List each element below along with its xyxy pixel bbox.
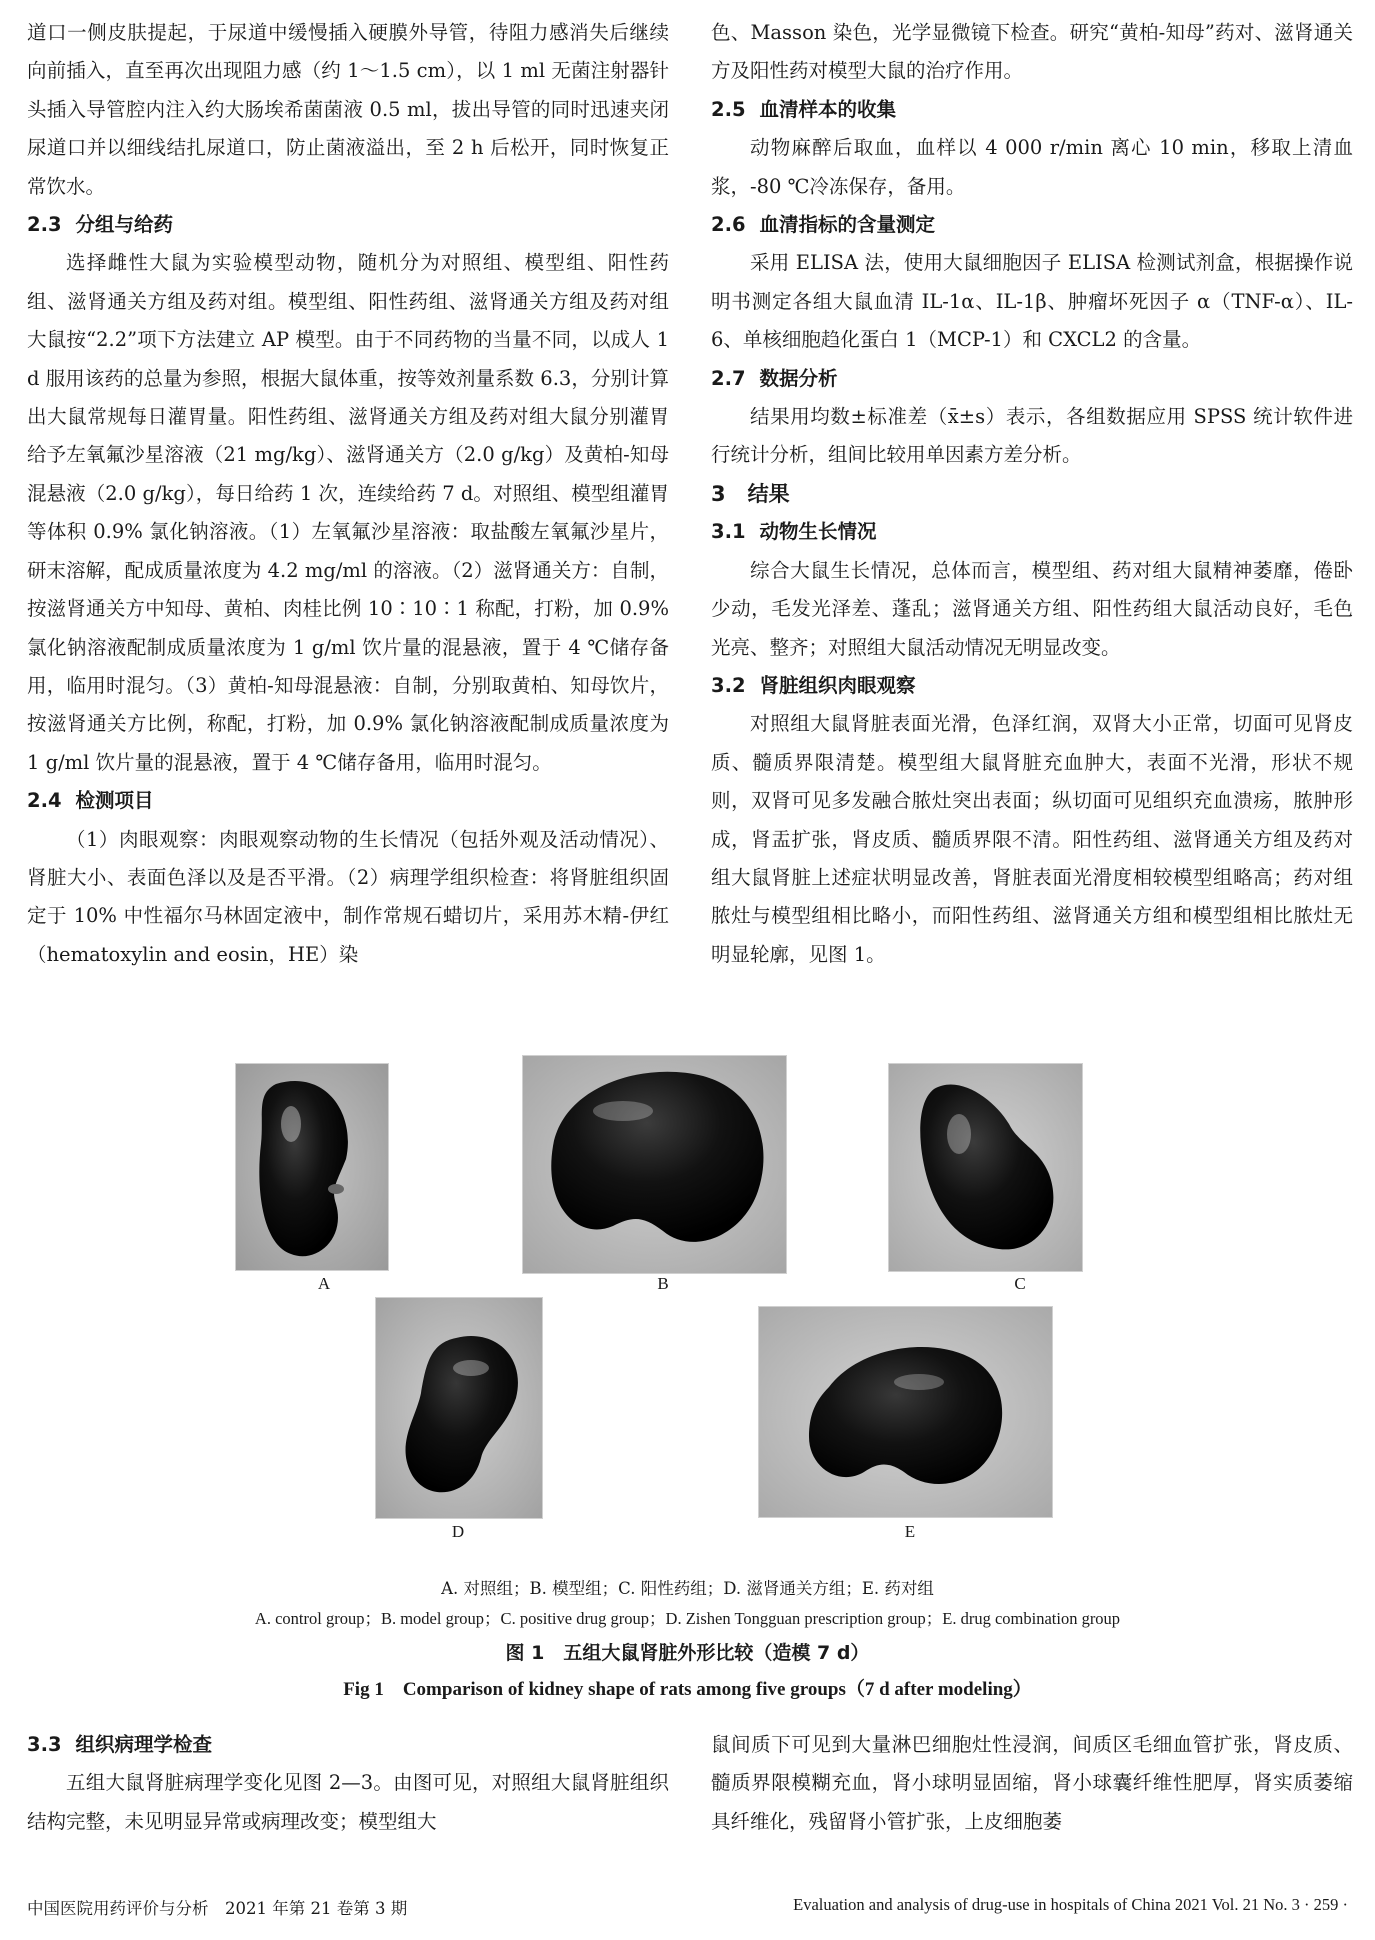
- paragraph-serum-collection: 动物麻醉后取血，血样以 4 000 r/min 离心 10 min，移取上清血浆，-80 ℃冷冻保存，备用。: [711, 136, 1353, 198]
- panel-label-e: E: [904, 1522, 916, 1541]
- section-number: 2.6: [711, 213, 746, 237]
- section-title: 分组与给药: [75, 213, 174, 237]
- figure-legend-zh: A. 对照组；B. 模型组；C. 阳性药组；D. 滋肾通关方组；E. 药对组: [441, 1579, 934, 1598]
- panel-label-b: B: [657, 1274, 669, 1293]
- section-number: 3: [711, 481, 726, 506]
- section-title: 血清指标的含量测定: [759, 213, 936, 237]
- section-title: 结果: [747, 481, 790, 506]
- section-3-heading: [711, 475, 1353, 513]
- section-number: 2.3: [27, 213, 62, 237]
- section-title: 肾脏组织肉眼观察: [759, 673, 916, 697]
- bottom-right-column: [711, 1726, 1353, 1841]
- paragraph-staining-cont: 色、Masson 染色，光学显微镜下检查。研究“黄柏-知母”药对、滋肾通关方及阳性药对模型大鼠的治疗作用。: [711, 21, 1353, 83]
- section-number: 2.7: [711, 366, 746, 390]
- kidney-photo-e: [758, 1306, 1053, 1518]
- journal-footer-zh: 中国医院用药评价与分析 2021 年第 21 卷第 3 期: [27, 1899, 408, 1918]
- section-title: 检测项目: [75, 789, 154, 813]
- left-column: [27, 14, 669, 974]
- section-title: 组织病理学检查: [75, 1733, 213, 1756]
- section-number: 2.5: [711, 97, 746, 121]
- section-number: 2.4: [27, 789, 62, 813]
- paragraph-histopathology-cont: 鼠间质下可见到大量淋巴细胞灶性浸润，间质区毛细血管扩张，肾皮质、髓质界限模糊充血，肾小球明显固缩，肾小球囊纤维性肥厚，肾实质萎缩具纤维化，残留肾小管扩张，上皮细胞萎: [711, 1733, 1353, 1833]
- paragraph-gross-observation: 对照组大鼠肾脏表面光滑，色泽红润，双肾大小正常，切面可见肾皮质、髓质界限清楚。模型组大鼠肾脏充血肿大，表面不光滑，形状不规则，双肾可见多发融合脓灶突出表面；纵切面可见组织充血溃疡，脓肿形成，肾盂扩张，肾皮质、髓质界限不清。阳性药组、滋肾通关方组及药对组大鼠肾脏上述症状明显改善，肾脏表面光滑度相较模型组略高；药对组脓灶与模型组相比略小，而阳性药组、滋肾通关方组和模型组相比脓灶无明显轮廓，见图 1。: [711, 712, 1353, 966]
- paragraph-histopathology: 五组大鼠肾脏病理学变化见图 2—3。由图可见，对照组大鼠肾脏组织结构完整，未见明显异常或病理改变；模型组大: [27, 1771, 669, 1833]
- section-title: 动物生长情况: [759, 520, 877, 544]
- paragraph-catheter: 道口一侧皮肤提起，于尿道中缓慢插入硬膜外导管，待阻力感消失后继续向前插入，直至再次出现阻力感（约 1～1.5 cm），以 1 ml 无菌注射器针头插入导管腔内注入约大肠埃希菌菌液 0.5 ml，拔出导管的同时迅速夹闭尿道口并以细线结扎尿道口，防止菌液溢出，至 2 h 后松开，同时恢复正常饮水。: [27, 21, 669, 198]
- section-number: 3.1: [711, 520, 746, 544]
- figure-title-en: Fig 1 Comparison of kidney shape of rats among five groups（7 d after modeling）: [343, 1679, 1032, 1700]
- kidney-photo-c: [888, 1063, 1083, 1272]
- section-3-3-heading: [27, 1726, 669, 1764]
- journal-footer-en: Evaluation and analysis of drug-use in hospitals of China 2021 Vol. 21 No. 3 · 259 ·: [793, 1895, 1348, 1914]
- paragraph-grouping: 选择雌性大鼠为实验模型动物，随机分为对照组、模型组、阳性药组、滋肾通关方组及药对组。模型组、阳性药组、滋肾通关方组及药对组大鼠按“2.2”项下方法建立 AP 模型。由于不同药物的当量不同，以成人 1 d 服用该药的总量为参照，根据大鼠体重，按等效剂量系数 6.3，分别计算出大鼠常规每日灌胃量。阳性药组、滋肾通关方组及药对组大鼠分别灌胃给予左氧氟沙星溶液（21 mg/kg）、滋肾通关方（2.0 g/kg）及黄柏-知母混悬液（2.0 g/kg），每日给药 1 次，连续给药 7 d。对照组、模型组灌胃等体积 0.9% 氯化钠溶液。（1）左氧氟沙星溶液：取盐酸左氧氟沙星片，研末溶解，配成质量浓度为 4.2 mg/ml 的溶液。（2）滋肾通关方：自制，按滋肾通关方中知母、黄柏、肉桂比例 10∶10∶1 称配，打粉，加 0.9% 氯化钠溶液配制成质量浓度为 1 g/ml 饮片量的混悬液，置于 4 ℃储存备用，临用时混匀。（3）黄柏-知母混悬液：自制，分别取黄柏、知母饮片，按滋肾通关方比例，称配，打粉，加 0.9% 氯化钠溶液配制成质量浓度为 1 g/ml 饮片量的混悬液，置于 4 ℃储存备用，临用时混匀。: [27, 251, 669, 774]
- kidney-photo-a: [235, 1063, 389, 1271]
- paragraph-detection: （1）肉眼观察：肉眼观察动物的生长情况（包括外观及活动情况）、肾脏大小、表面色泽以及是否平滑。（2）病理学组织检查：将肾脏组织固定于 10% 中性福尔马林固定液中，制作常规石蜡切片，采用苏木精-伊红（hematoxylin and eosin，HE）染: [27, 827, 669, 966]
- section-2-5-heading: [711, 91, 1353, 129]
- section-title: 数据分析: [759, 366, 838, 390]
- section-number: 3.2: [711, 673, 746, 697]
- section-title: 血清样本的收集: [759, 97, 897, 121]
- kidney-photo-b: [522, 1055, 787, 1274]
- right-column: [711, 14, 1353, 974]
- panel-label-d: D: [451, 1522, 465, 1541]
- panel-label-c: C: [1014, 1274, 1026, 1293]
- section-3-1-heading: [711, 513, 1353, 551]
- paragraph-data-analysis: 结果用均数±标准差（x̄±s）表示，各组数据应用 SPSS 统计软件进行统计分析，组间比较用单因素方差分析。: [711, 405, 1353, 467]
- paragraph-growth: 综合大鼠生长情况，总体而言，模型组、药对组大鼠精神萎靡，倦卧少动，毛发光泽差、蓬乱；滋肾通关方组、阳性药组大鼠活动良好，毛色光亮、整齐；对照组大鼠活动情况无明显改变。: [711, 558, 1353, 659]
- section-2-3-heading: [27, 206, 669, 244]
- kidney-photo-d: [375, 1297, 543, 1519]
- paragraph-elisa: 采用 ELISA 法，使用大鼠细胞因子 ELISA 检测试剂盒，根据操作说明书测定各组大鼠血清 IL-1α、IL-1β、肿瘤坏死因子 α（TNF-α）、IL-6、单核细胞趋化蛋白 1（MCP-1）和 CXCL2 的含量。: [711, 251, 1353, 352]
- figure-legend-en: A. control group；B. model group；C. positive drug group；D. Zishen Tongguan prescription group；E. drug combination group: [254, 1609, 1121, 1628]
- section-2-4-heading: [27, 782, 669, 820]
- section-2-6-heading: [711, 206, 1353, 244]
- section-2-7-heading: [711, 360, 1353, 398]
- section-3-2-heading: [711, 667, 1353, 705]
- bottom-left-column: [27, 1726, 669, 1841]
- figure-title-zh: 图 1 五组大鼠肾脏外形比较（造模 7 d）: [505, 1642, 870, 1664]
- section-number: 3.3: [27, 1733, 62, 1756]
- panel-label-a: A: [317, 1274, 331, 1293]
